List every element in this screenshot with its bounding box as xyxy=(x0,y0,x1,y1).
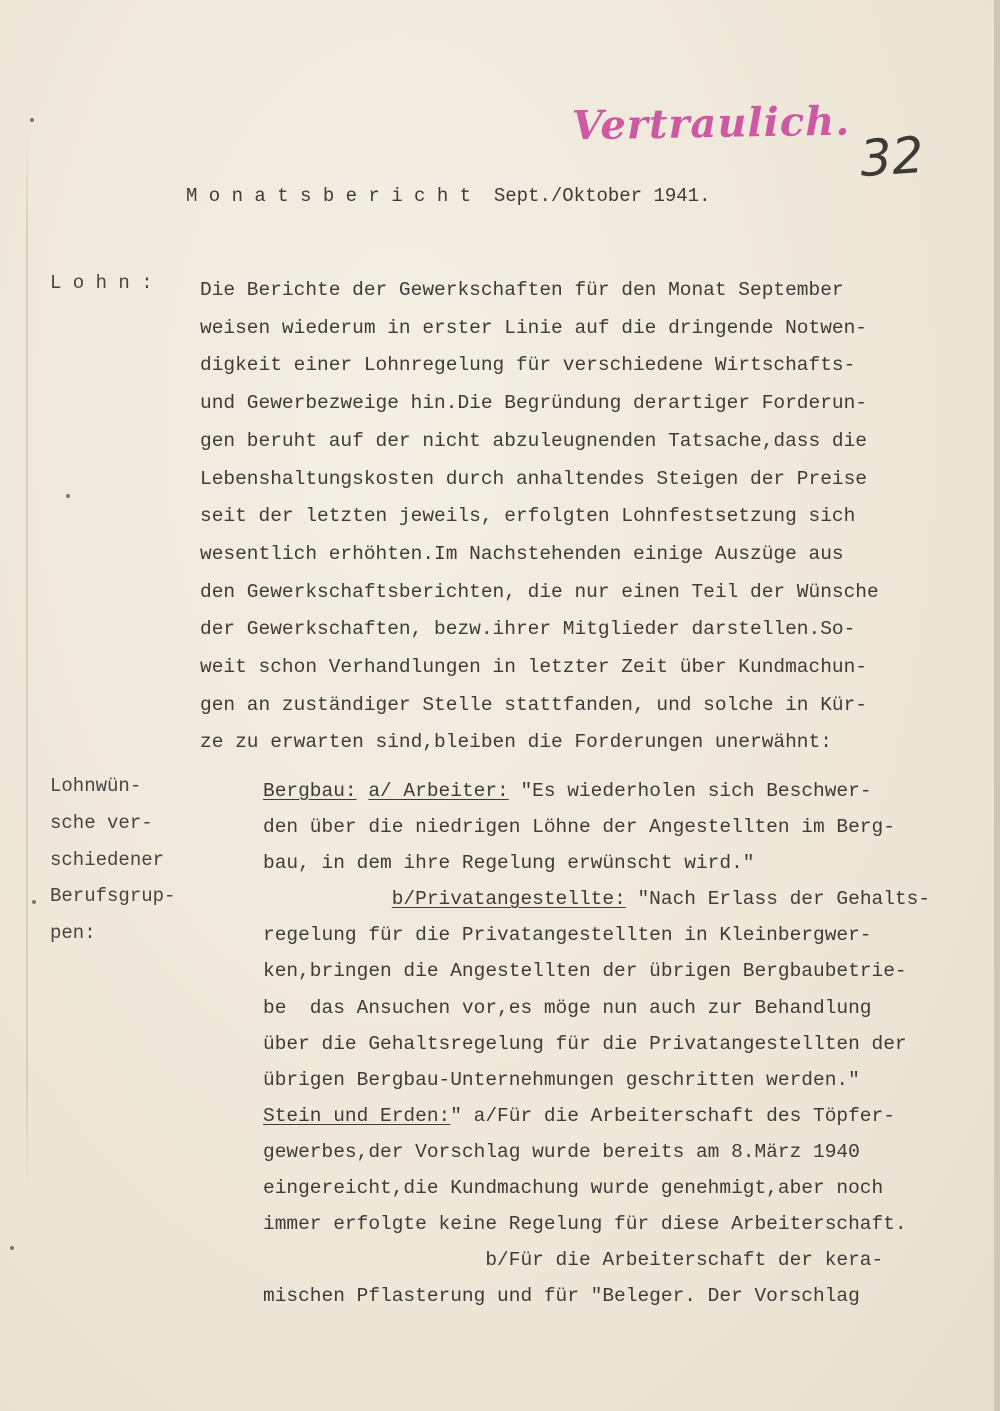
text-line: digkeit einer Lohnregelung für verschiedene Wirtschafts- xyxy=(200,354,856,377)
margin-heading-lohnwuensche xyxy=(50,768,175,952)
paragraph-berufsgruppen xyxy=(263,773,930,1314)
text-line: der Gewerkschaften, bezw.ihrer Mitglieder darstellen.So- xyxy=(200,618,856,641)
margin-line: sche ver- xyxy=(50,811,153,834)
text-line: b/Privatangestellte: "Nach Erlass der Gehalts- xyxy=(391,888,931,911)
punch-mark xyxy=(66,494,70,498)
page-edge xyxy=(994,0,1000,1411)
punch-mark xyxy=(32,900,36,904)
text-line: eingereicht,die Kundmachung wurde genehmigt,aber noch xyxy=(263,1177,884,1200)
text-line: seit der letzten jeweils, erfolgten Lohnfestsetzung sich xyxy=(200,505,856,528)
text-line: gewerbes,der Vorschlag wurde bereits am 8.März 1940 xyxy=(263,1140,860,1163)
text-line: ken,bringen die Angestellten der übrigen Bergbaubetrie- xyxy=(263,960,907,983)
text-line: immer erfolgte keine Regelung für diese Arbeiterschaft. xyxy=(263,1213,907,1236)
text-line: Die Berichte der Gewerkschaften für den Monat September xyxy=(200,279,844,301)
text-line: gen an zuständiger Stelle stattfanden, und solche in Kür- xyxy=(200,693,868,716)
text-line: weisen wiederum in erster Linie auf die dringende Notwen- xyxy=(200,316,868,339)
heading-privatangestellte: b/Privatangestellte: xyxy=(391,888,626,911)
margin-line: pen: xyxy=(50,922,96,945)
text-line: ze zu erwarten sind,bleiben die Forderungen unerwähnt: xyxy=(200,731,832,754)
confidential-stamp: Vertraulich. xyxy=(571,97,851,150)
text-line: den über die niedrigen Löhne der Angestellten im Berg- xyxy=(263,816,895,839)
heading-arbeiter: a/ Arbeiter: xyxy=(368,780,509,802)
heading-stein-und-erden: Stein und Erden: xyxy=(263,1104,451,1127)
text-line: wesentlich erhöhten.Im Nachstehenden einige Auszüge aus xyxy=(200,542,844,565)
text-line: über die Gehaltsregelung für die Privatangestellten der xyxy=(263,1032,907,1055)
text-line: übrigen Bergbau-Unternehmungen geschritten werden." xyxy=(263,1068,860,1091)
text-line: b/Für die Arbeiterschaft der kera- xyxy=(263,1249,884,1272)
paragraph-lohn xyxy=(200,272,879,762)
text-line: be das Ansuchen vor,es möge nun auch zur Behandlung xyxy=(263,996,872,1019)
margin-line: Berufsgrup- xyxy=(50,885,176,908)
margin-line: schiedener xyxy=(50,848,165,871)
margin-line: Lohnwün- xyxy=(50,775,142,797)
text-line: gen beruht auf der nicht abzuleugnenden Tatsache,dass die xyxy=(200,429,868,452)
text-line: Bergbau: a/ Arbeiter: "Es wiederholen sich Beschwer- xyxy=(263,780,872,802)
text-line: regelung für die Privatangestellten in Kleinbergwer- xyxy=(263,924,872,947)
report-title: M o n a t s b e r i c h t Sept./Oktober 1941. xyxy=(186,185,711,207)
text-line: und Gewerbezweige hin.Die Begründung derartiger Forderun- xyxy=(200,392,868,415)
text-line: Stein und Erden:" a/Für die Arbeiterschaft des Töpfer- xyxy=(263,1104,895,1127)
margin-heading-lohn: L o h n : xyxy=(50,272,153,294)
punch-mark xyxy=(10,1246,14,1250)
binding-fold xyxy=(26,130,28,1190)
text-line: bau, in dem ihre Regelung erwünscht wird." xyxy=(263,852,755,875)
text-line: den Gewerkschaftsberichten, die nur einen Teil der Wünsche xyxy=(200,580,879,603)
text-line: mischen Pflasterung und für "Beleger. Der Vorschlag xyxy=(263,1285,860,1308)
punch-mark xyxy=(30,118,34,122)
heading-bergbau: Bergbau: xyxy=(263,780,357,802)
text-line: Lebenshaltungskosten durch anhaltendes Steigen der Preise xyxy=(200,467,868,490)
text-line: weit schon Verhandlungen in letzter Zeit über Kundmachun- xyxy=(200,656,868,679)
handwritten-page-number: 32 xyxy=(858,125,926,189)
